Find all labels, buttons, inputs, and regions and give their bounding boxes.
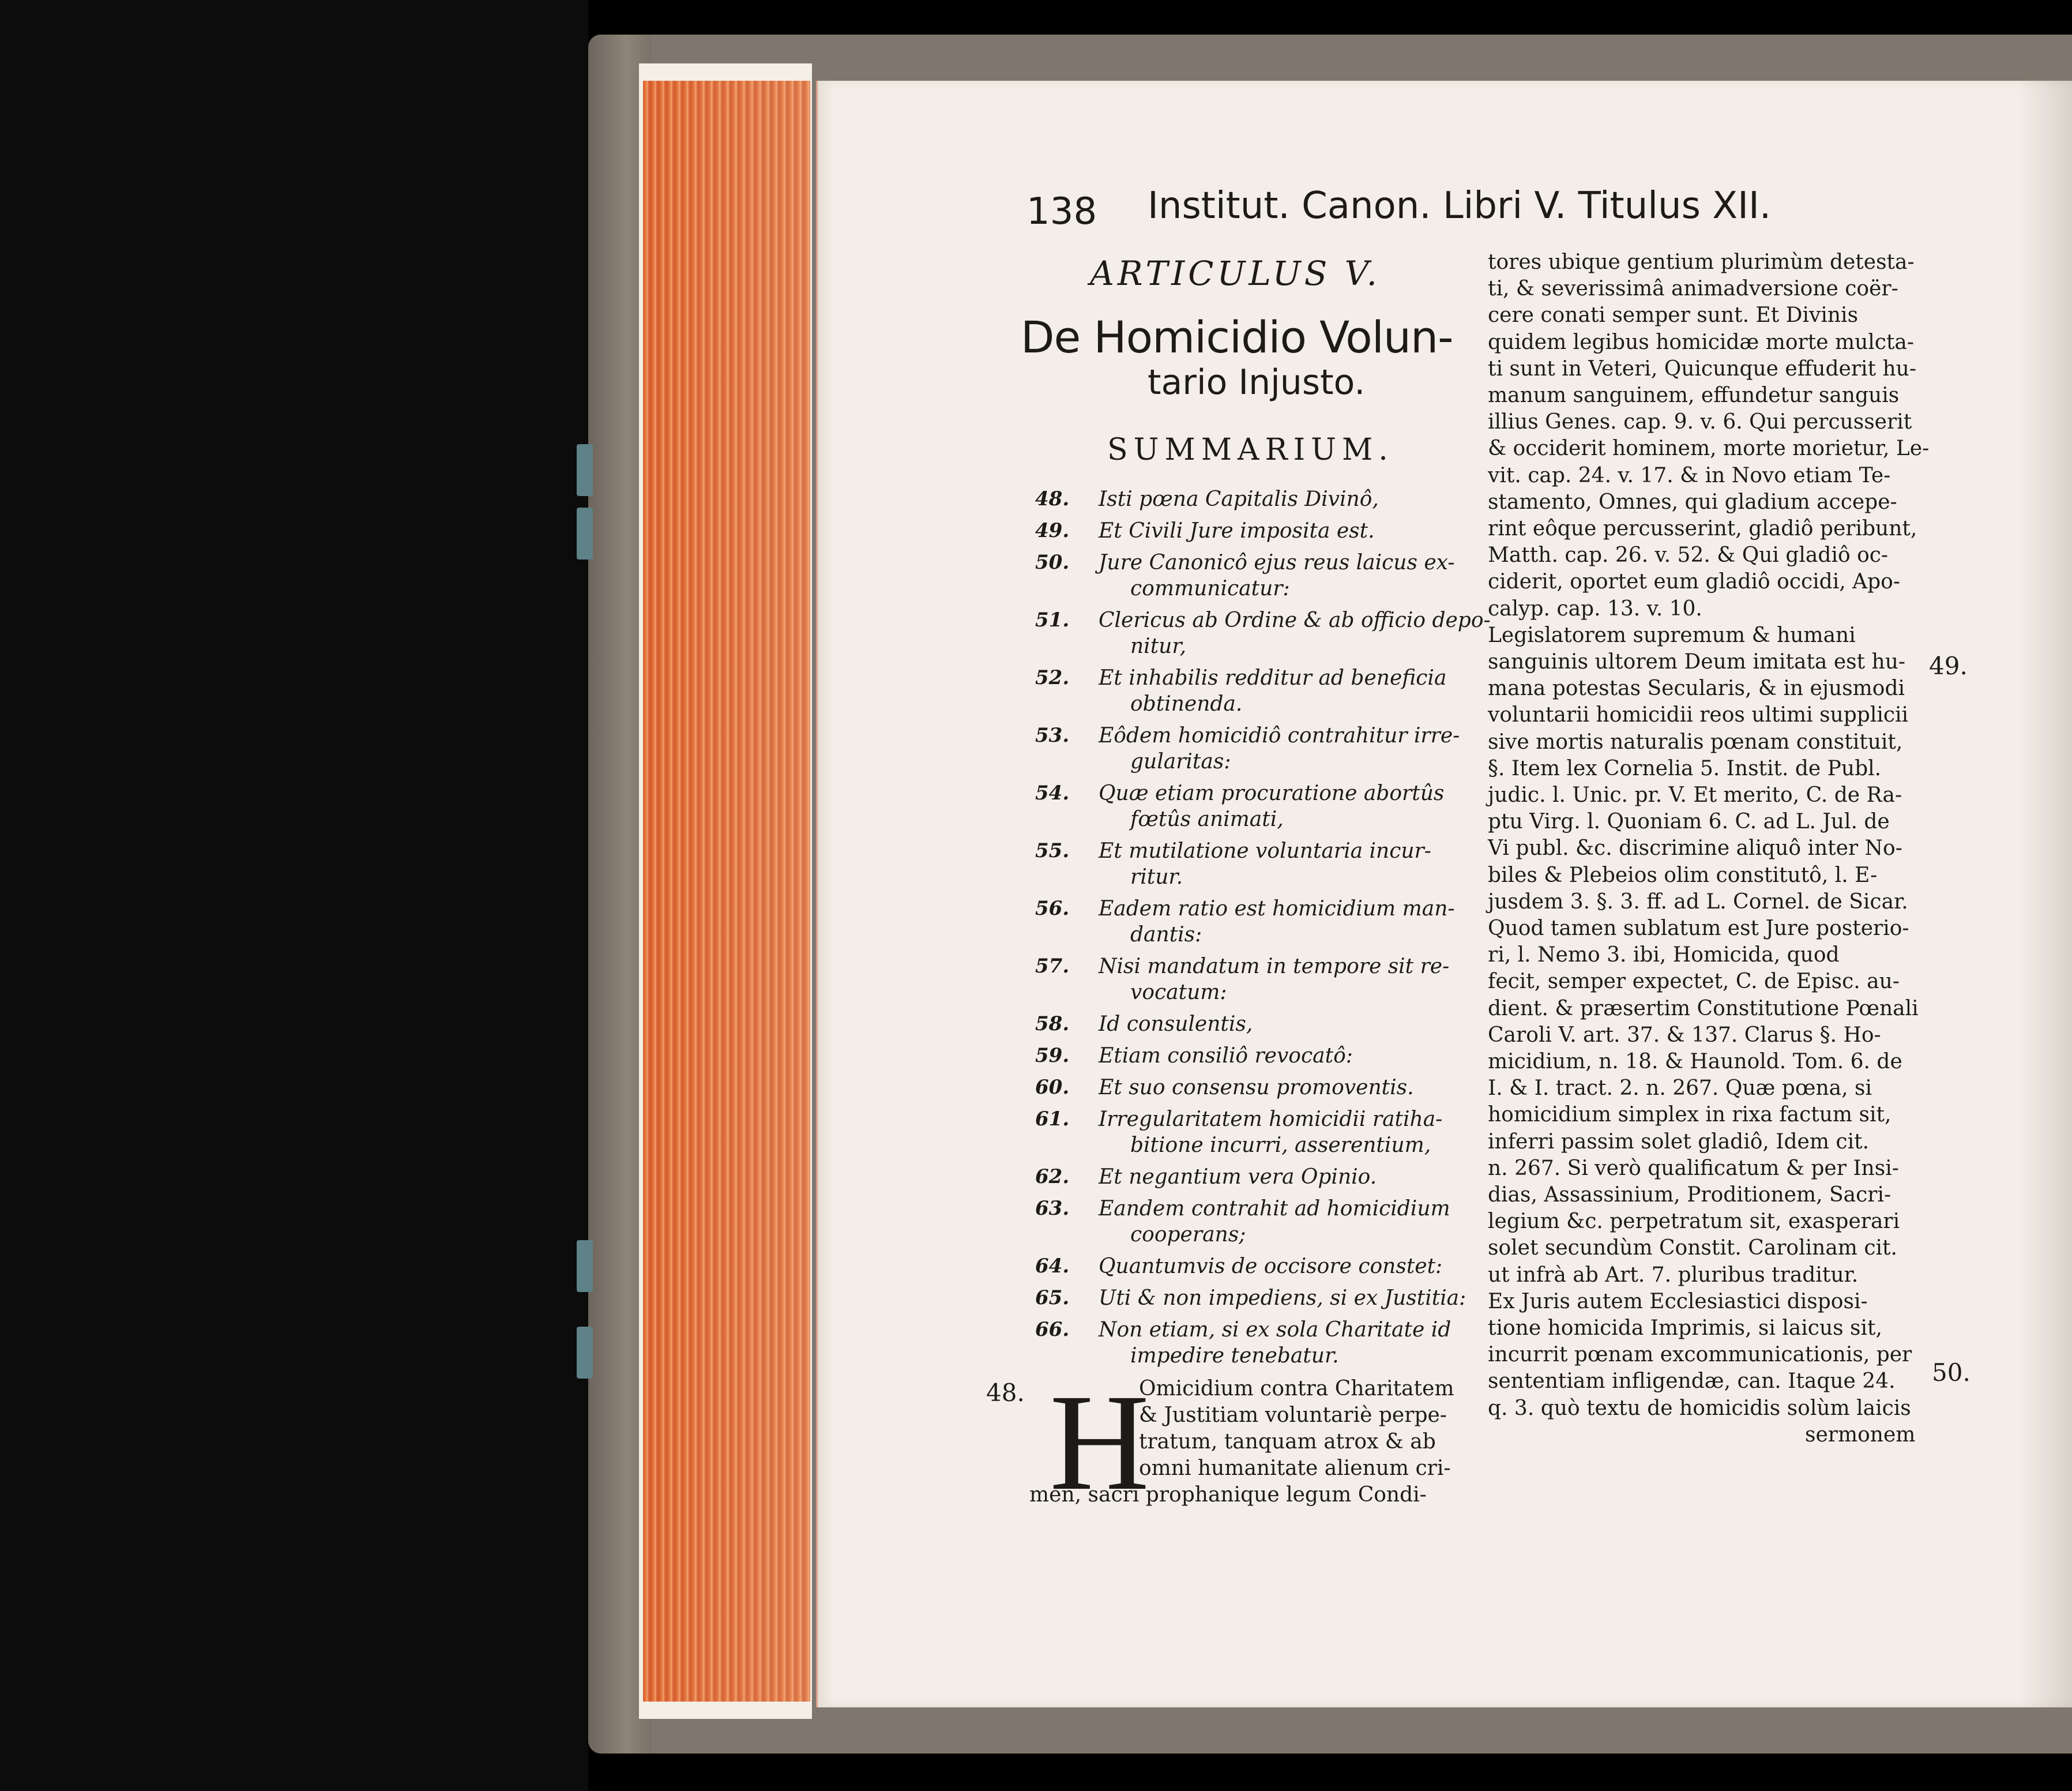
section-title-line2: tario Injusto. — [1148, 362, 1366, 403]
summary-item-number: 56. — [1035, 897, 1070, 920]
body-line: men, sacri prophanique legum Condi- — [1029, 1483, 1427, 1507]
body-line: I. & I. tract. 2. n. 267. Quæ pœna, si — [1488, 1076, 1872, 1101]
summary-item-number: 58. — [1035, 1012, 1070, 1035]
body-line: omni humanitate alienum cri- — [1139, 1456, 1451, 1480]
summary-item-text: Nisi mandatum in tempore sit re- — [1099, 955, 1450, 978]
section-title-line1: De Homicidio Volun- — [1021, 311, 1453, 363]
summary-item-text: Jure Canonicô ejus reus laicus ex- — [1099, 551, 1455, 575]
body-line: solet secundùm Constit. Carolinam cit. — [1488, 1236, 1897, 1260]
summary-item-text: Quantumvis de occisore constet: — [1099, 1255, 1443, 1278]
body-line: illius Genes. cap. 9. v. 6. Qui percusserit — [1488, 410, 1912, 434]
body-line: & Justitiam voluntariè perpe- — [1139, 1403, 1447, 1427]
body-line: judic. l. Unic. pr. V. Et merito, C. de Ra- — [1488, 783, 1902, 807]
summary-item-number: 60. — [1035, 1076, 1070, 1099]
summary-heading: SUMMARIUM. — [1107, 433, 1394, 467]
summary-item-text: Non etiam, si ex sola Charitate id — [1099, 1318, 1451, 1342]
summary-item-number: 53. — [1035, 724, 1070, 747]
summary-item-text: dantis: — [1130, 923, 1202, 947]
summary-item-text: impedire tenebatur. — [1130, 1344, 1339, 1368]
drop-cap: H — [1050, 1365, 1150, 1519]
page-number: 138 — [1026, 190, 1097, 233]
summary-item-number: 66. — [1035, 1318, 1070, 1341]
body-line: dient. & præsertim Constitutione Pœnali — [1488, 996, 1919, 1020]
body-line: ti sunt in Veteri, Quicunque effuderit hu- — [1488, 356, 1917, 381]
body-line: mana potestas Secularis, & in ejusmodi — [1488, 677, 1905, 701]
body-line: sententiam infligendæ, can. Itaque 24. — [1488, 1369, 1896, 1394]
summary-item-text: Eandem contrahit ad homicidium — [1099, 1197, 1450, 1221]
body-line: ti, & severissimâ animadversione coër- — [1488, 277, 1898, 301]
body-line: Omicidium contra Charitatem — [1139, 1377, 1454, 1400]
body-line: tione homicida Imprimis, si laicus sit, — [1488, 1316, 1882, 1340]
body-line: q. 3. quò textu de homicidis solùm laicis — [1488, 1396, 1911, 1420]
summary-item-text: ritur. — [1130, 865, 1183, 889]
body-line: calyp. cap. 13. v. 10. — [1488, 596, 1702, 621]
body-line: vit. cap. 24. v. 17. & in Novo etiam Te- — [1488, 463, 1891, 487]
body-line: rint eôque percusserint, gladiô peribunt, — [1488, 517, 1917, 540]
summary-item-text: nitur, — [1130, 634, 1187, 658]
summary-item-number: 51. — [1035, 609, 1070, 632]
running-head: Institut. Canon. Libri V. Titulus XII. — [1148, 185, 1772, 227]
body-line: cere conati semper sunt. Et Divinis — [1488, 303, 1859, 328]
body-line: manum sanguinem, effundetur sanguis — [1488, 384, 1900, 407]
binding-band — [577, 508, 593, 560]
body-line: inferri passim solet gladiô, Idem cit. — [1488, 1129, 1870, 1154]
body-line: quidem legibus homicidæ morte mulcta- — [1488, 330, 1915, 354]
body-line: fecit, semper expectet, C. de Episc. au- — [1488, 970, 1900, 994]
summary-item-text: Uti & non impediens, si ex Justitia: — [1099, 1286, 1466, 1310]
summary-item-number: 64. — [1035, 1255, 1070, 1278]
summary-item-number: 50. — [1035, 551, 1070, 574]
body-line: ptu Virg. l. Quoniam 6. C. ad L. Jul. de — [1488, 810, 1890, 834]
body-line: sive mortis naturalis pœnam constituit, — [1488, 730, 1903, 754]
summary-item-number: 59. — [1035, 1044, 1070, 1067]
page-edge-shading — [643, 81, 810, 1702]
body-line: dias, Assassinium, Proditionem, Sacri- — [1488, 1183, 1892, 1207]
body-line: tores ubique gentium plurimùm detesta- — [1488, 250, 1915, 274]
summary-item-text: Eôdem homicidiô contrahitur irre- — [1099, 724, 1460, 748]
body-line: Matth. cap. 26. v. 52. & Qui gladiô oc- — [1488, 543, 1889, 568]
article-heading: ARTICULUS V. — [1090, 254, 1381, 293]
summary-item-number: 57. — [1035, 955, 1070, 978]
body-line: Caroli V. art. 37. & 137. Clarus §. Ho- — [1488, 1023, 1881, 1047]
summary-item-text: Et negantium vera Opinio. — [1099, 1165, 1377, 1189]
body-line: legium &c. perpetratum sit, exasperari — [1488, 1210, 1900, 1234]
summary-item-text: Irregularitatem homicidii ratiha- — [1099, 1107, 1443, 1131]
body-line: jusdem 3. §. 3. ff. ad L. Cornel. de Sicar. — [1488, 889, 1908, 914]
margin-number-50: 50. — [1932, 1358, 1971, 1387]
summary-item-number: 62. — [1035, 1165, 1070, 1188]
summary-item-text: Et mutilatione voluntaria incur- — [1099, 839, 1431, 863]
body-line: stamento, Omnes, qui gladium accepe- — [1488, 490, 1897, 514]
summary-item-number: 48. — [1035, 487, 1070, 510]
body-line: §. Item lex Cornelia 5. Instit. de Publ. — [1488, 756, 1882, 780]
summary-item-text: communicatur: — [1130, 577, 1290, 600]
body-line: homicidium simplex in rixa factum sit, — [1488, 1103, 1892, 1127]
body-line: Ex Juris autem Ecclesiastici disposi- — [1488, 1289, 1868, 1313]
body-line: Vi publ. &c. discrimine aliquô inter No- — [1488, 836, 1902, 861]
background-dark — [0, 0, 588, 1791]
body-line: Legislatorem supremum & humani — [1488, 623, 1856, 647]
body-line: sanguinis ultorem Deum imitata est hu- — [1488, 650, 1906, 674]
margin-number: 48. — [986, 1379, 1025, 1407]
summary-item-text: Id consulentis, — [1099, 1012, 1253, 1036]
summary-item-text: obtinenda. — [1130, 692, 1243, 716]
margin-number-49: 49. — [1929, 652, 1968, 680]
page-gutter-shadow — [2018, 81, 2072, 1707]
summary-item-text: Clericus ab Ordine & ab officio depo- — [1099, 609, 1491, 632]
binding-band — [577, 1327, 593, 1379]
summary-item-text: Et inhabilis redditur ad beneficia — [1099, 666, 1447, 690]
summary-item-number: 63. — [1035, 1197, 1070, 1220]
body-line: ciderit, oportet eum gladiô occidi, Apo- — [1488, 570, 1900, 594]
body-line: ut infrà ab Art. 7. pluribus traditur. — [1488, 1263, 1859, 1287]
summary-item-text: cooperans; — [1130, 1223, 1246, 1246]
body-line: Quod tamen sublatum est Jure posterio- — [1488, 917, 1909, 940]
body-line: tratum, tanquam atrox & ab — [1139, 1430, 1436, 1454]
body-line: voluntarii homicidii reos ultimi supplicii — [1488, 703, 1909, 727]
summary-item-text: Isti pœna Capitalis Divinô, — [1099, 487, 1379, 511]
body-line: incurrit pœnam excommunicationis, per — [1488, 1343, 1912, 1367]
summary-item-text: Quæ etiam procuratione abortûs — [1099, 782, 1445, 805]
summary-item-text: Et suo consensu promoventis. — [1099, 1076, 1414, 1099]
summary-item-number: 61. — [1035, 1107, 1070, 1131]
summary-item-text: bitione incurri, asserentium, — [1130, 1133, 1431, 1157]
body-line: micidium, n. 18. & Haunold. Tom. 6. de — [1488, 1050, 1902, 1073]
summary-item-text: Etiam consiliô revocatô: — [1099, 1044, 1353, 1068]
summary-item-number: 54. — [1035, 782, 1070, 805]
binding-band — [577, 444, 593, 496]
summary-item-text: vocatum: — [1130, 981, 1227, 1004]
body-line: & occiderit hominem, morte morietur, Le- — [1488, 437, 1930, 461]
summary-item-number: 49. — [1035, 519, 1070, 542]
summary-item-text: fœtûs animati, — [1130, 808, 1284, 831]
summary-item-text: gularitas: — [1130, 750, 1231, 774]
summary-item-text: Eadem ratio est homicidium man- — [1099, 897, 1455, 921]
body-line: biles & Plebeios olim constitutô, l. E- — [1488, 863, 1878, 887]
body-line: sermonem — [1805, 1422, 1916, 1447]
summary-item-number: 55. — [1035, 839, 1070, 862]
body-line: ri, l. Nemo 3. ibi, Homicida, quod — [1488, 943, 1840, 967]
summary-item-number: 52. — [1035, 666, 1070, 689]
binding-band — [577, 1240, 593, 1292]
summary-item-number: 65. — [1035, 1286, 1070, 1309]
summary-item-text: Et Civili Jure imposita est. — [1099, 519, 1375, 543]
body-line: n. 267. Si verò qualificatum & per Insi- — [1488, 1156, 1899, 1180]
